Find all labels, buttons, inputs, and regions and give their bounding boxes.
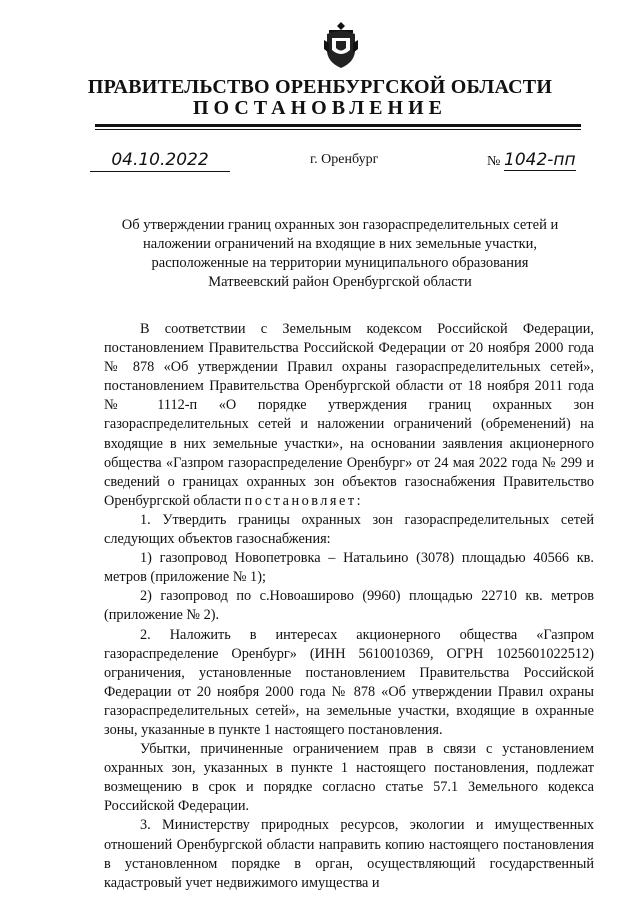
- document-place: г. Оренбург: [310, 152, 379, 167]
- document-number: [487, 150, 576, 171]
- paragraph-2: 2. Наложить в интересах акционерного общества «Газпром газораспределение Оренбург» (ИНН 5610010369, ОГРН 1025601022512) ограничения, установленные постановлением Правительства Российской Федерации от 20 ноября 2000 года № 878 «Об утверждении Правил охраны газораспределительных сетей», на земельные участки, входящие в охранные зоны, указанные в пункте 1 настоящего постановления.: [104, 626, 594, 738]
- document-type: ПОСТАНОВЛЕНИЕ: [193, 97, 447, 119]
- document-body: [104, 320, 594, 893]
- intro-text: В соответствии с Земельным кодексом Российской Федерации, постановлением Правительства Российской Федерации от 20 ноября 2000 года № 878 «Об утверждении Правил охраны газораспределительных сетей», постановлением Правительства Оренбургской области от 18 ноября 2011 года № 1112-п «О порядке утверждения границ охранных зон газораспределительных сетей и наложении ограничений (обременений) на входящие в них земельные участки», на основании заявления акционерного общества «Газпром газораспределение Оренбург» от 24 мая 2022 года № 299 и сведений о границах охранных зон объектов газоснабжения Правительство Оренбургской области: [104, 321, 594, 509]
- paragraph-2-compensation: Убытки, причиненные ограничением прав в связи с установлением охранных зон, указанных в пункте 1 настоящего постановления, подлежат возмещению в срок и порядке согласно статье 57.1 Земельного кодекса Российской Федерации.: [104, 741, 594, 815]
- header-rule-thin: [95, 129, 581, 130]
- paragraph-1-item-1: 1) газопровод Новопетровка – Натальино (3078) площадью 40566 кв. метров (приложение № 1);: [104, 550, 594, 586]
- paragraph-1: 1. Утвердить границы охранных зон газораспределительных сетей следующих объектов газоснабжения:: [104, 511, 594, 548]
- paragraph-3: 3. Министерству природных ресурсов, экологии и имущественных отношений Оренбургской области направить копию настоящего постановления в установленном порядке в орган, осуществляющий государственный кадастровый учет недвижимого имущества и: [104, 817, 594, 891]
- document-date: 04.10.2022: [90, 150, 230, 172]
- decree-word: постановляет:: [244, 492, 364, 509]
- coat-of-arms-icon: [323, 20, 359, 70]
- subject-line: Об утверждении границ охранных зон газораспределительных сетей и: [121, 217, 559, 233]
- paragraph-1-item-2: 2) газопровод по с.Новоаширово (9960) площадью 22710 кв. метров (приложение № 2).: [104, 588, 594, 624]
- number-prefix: №: [487, 154, 501, 169]
- subject-line: наложении ограничений на входящие в них земельные участки,: [142, 236, 538, 252]
- government-title: ПРАВИТЕЛЬСТВО ОРЕНБУРГСКОЙ ОБЛАСТИ: [87, 76, 553, 98]
- number-value: 1042-пп: [504, 150, 576, 170]
- header-rule-thick: [95, 124, 581, 127]
- subject-line: расположенные на территории муниципального образования: [151, 255, 529, 271]
- intro-paragraph: [104, 320, 594, 511]
- document-subject: [100, 216, 580, 292]
- subject-line: Матвеевский район Оренбургской области: [208, 274, 472, 290]
